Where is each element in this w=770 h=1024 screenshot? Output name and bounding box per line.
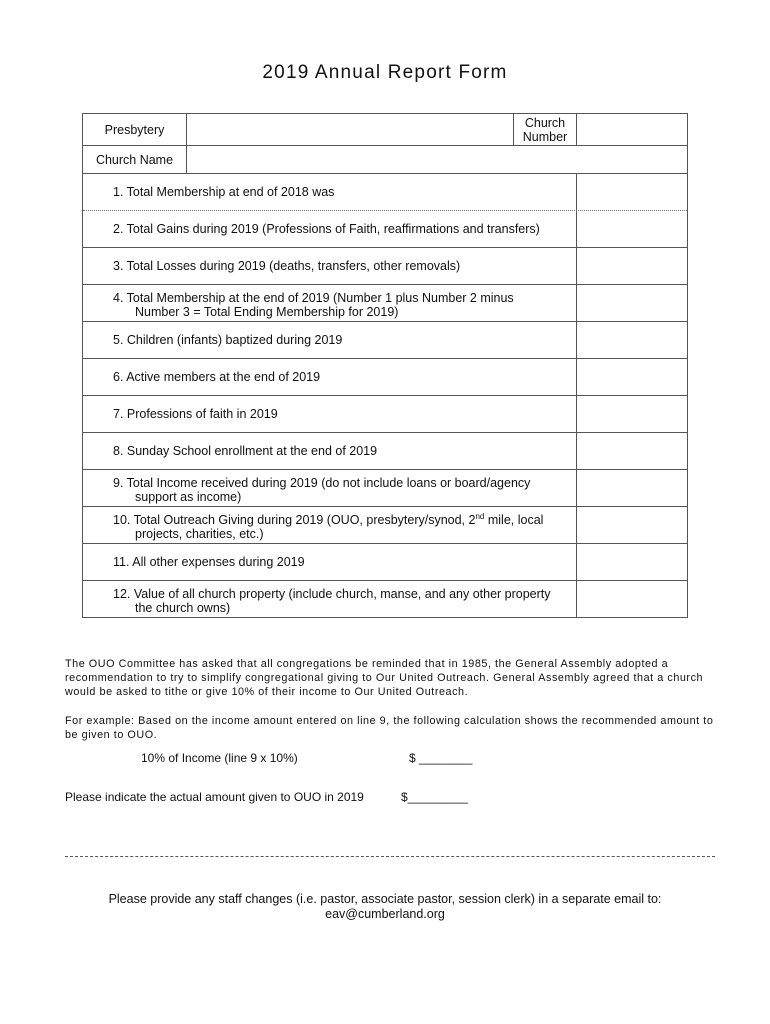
answer-field-1[interactable] — [576, 174, 687, 210]
question-label: 5. Children (infants) baptized during 2019 — [113, 333, 343, 347]
question-label: 8. Sunday School enrollment at the end of 2019 — [113, 444, 378, 458]
question-label: 2. Total Gains during 2019 (Professions of Faith, reaffirmations and transfers) — [113, 222, 540, 236]
question-label: 1. Total Membership at end of 2018 was — [113, 185, 335, 199]
church-name-label: Church Name — [95, 152, 174, 167]
presbytery-field[interactable] — [187, 117, 513, 142]
question-row-12 — [83, 580, 687, 617]
church-name-row — [82, 145, 688, 174]
question-row-2 — [83, 210, 687, 247]
question-label: 7. Professions of faith in 2019 — [113, 407, 278, 421]
question-row-7 — [83, 395, 687, 432]
question-row-3 — [83, 247, 687, 284]
answer-field-2[interactable] — [576, 211, 687, 247]
answer-field-10[interactable] — [576, 507, 687, 543]
question-label: 10. Total Outreach Giving during 2019 (OUO, presbytery/synod, 2nd mile, local projects, charities, etc.) — [113, 511, 544, 541]
church-number-label: Church Number — [522, 115, 568, 144]
question-row-9 — [83, 469, 687, 506]
question-label: 11. All other expenses during 2019 — [113, 555, 305, 569]
footer-line: Please provide any staff changes (i.e. pastor, associate pastor, session clerk) in a separate email to: — [108, 892, 662, 906]
footer-email[interactable]: eav@cumberland.org — [325, 907, 445, 921]
answer-field-8[interactable] — [576, 433, 687, 469]
question-label: 12. Value of all church property (include church, manse, and any other property the church owns) — [113, 587, 551, 615]
form-title: 2019 Annual Report Form — [262, 62, 508, 83]
question-label: 3. Total Losses during 2019 (deaths, transfers, other removals) — [113, 259, 461, 273]
answer-field-7[interactable] — [576, 396, 687, 432]
ouo-paragraph: The OUO Committee has asked that all congregations be reminded that in 1985, the General Assembly adopted a recommendation to try to simplify congregational giving to Our United Outreach. General Assembly agreed that a church would be asked to tithe or give 10% of their income to Our United Outreach. — [65, 658, 704, 698]
question-row-10 — [83, 506, 687, 543]
question-label: 6. Active members at the end of 2019 — [113, 370, 321, 384]
answer-field-12[interactable] — [576, 581, 687, 617]
answer-field-3[interactable] — [576, 248, 687, 284]
question-row-5 — [83, 321, 687, 358]
calc-income-label: 10% of Income (line 9 x 10%) — [141, 751, 298, 765]
question-row-6 — [83, 358, 687, 395]
church-name-field[interactable] — [187, 149, 685, 170]
question-row-8 — [83, 432, 687, 469]
answer-field-4[interactable] — [576, 285, 687, 321]
answer-field-5[interactable] — [576, 322, 687, 358]
question-row-4 — [83, 284, 687, 321]
question-row-11 — [83, 543, 687, 580]
presbytery-row — [82, 113, 688, 146]
presbytery-label: Presbytery — [104, 122, 165, 137]
divider — [65, 856, 715, 857]
answer-field-6[interactable] — [576, 359, 687, 395]
question-row-1 — [83, 173, 687, 210]
actual-amount-label: Please indicate the actual amount given to OUO in 2019 — [65, 790, 364, 804]
example-paragraph: For example: Based on the income amount entered on line 9, the following calculation shows the recommended amount to be given to OUO. — [65, 715, 714, 741]
questions-table — [82, 173, 688, 618]
answer-field-11[interactable] — [576, 544, 687, 580]
footer-note — [0, 892, 770, 922]
church-number-field[interactable] — [577, 117, 685, 142]
question-label: 9. Total Income received during 2019 (do not include loans or board/agency support as income) — [113, 476, 531, 504]
actual-amount-field[interactable]: $_________ — [401, 790, 468, 804]
question-label: 4. Total Membership at the end of 2019 (Number 1 plus Number 2 minus Number 3 = Total Ending Membership for 2019) — [113, 291, 514, 319]
answer-field-9[interactable] — [576, 470, 687, 506]
calc-income-field[interactable]: $ ________ — [409, 751, 473, 765]
